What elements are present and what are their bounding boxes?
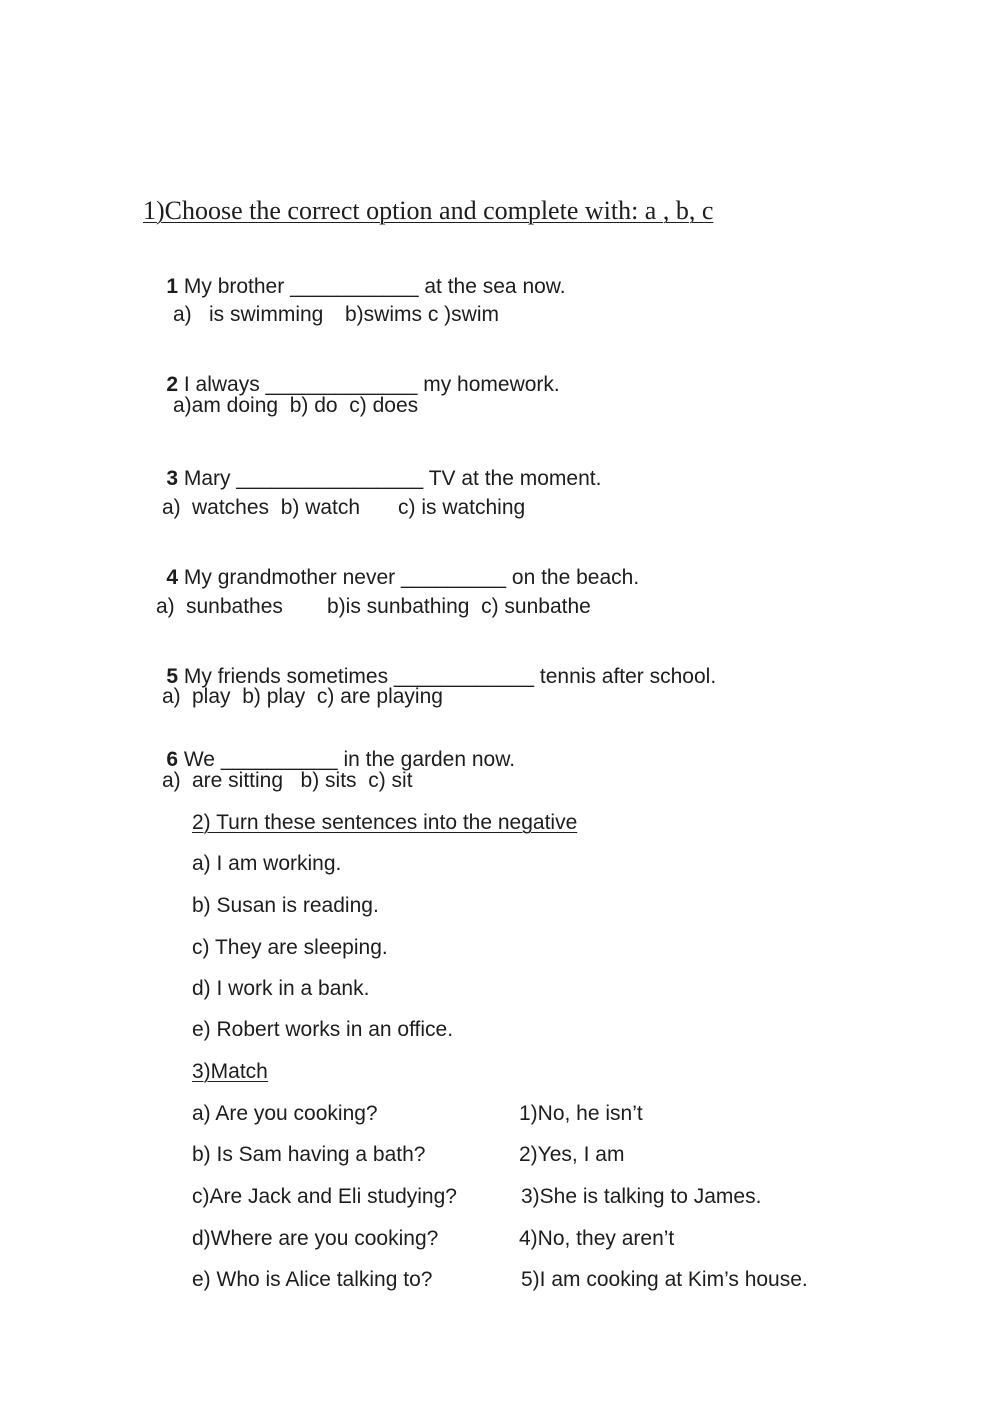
question-number: 2 [166, 373, 179, 396]
option-label: a) [162, 769, 181, 792]
match-answer: 1)No, he isn’t [519, 1102, 643, 1125]
question-number: 6 [166, 748, 179, 771]
question-number: 5 [166, 665, 179, 688]
negative-item: c) They are sleeping. [192, 936, 388, 959]
question-text: My grandmother never _________ on the beach. [178, 566, 640, 589]
negative-item: b) Susan is reading. [192, 894, 379, 917]
match-question: b) Is Sam having a bath? [192, 1143, 426, 1166]
match-answer: 3)She is talking to James. [521, 1185, 762, 1208]
question-text: We __________ in the garden now. [178, 748, 516, 771]
match-question: c)Are Jack and Eli studying? [192, 1185, 457, 1208]
option-label: a) [162, 496, 181, 519]
section1-title: 1)Choose the correct option and complete with: a , b, c [143, 196, 714, 225]
match-question: d)Where are you cooking? [192, 1227, 439, 1250]
question-text: My friends sometimes ____________ tennis after school. [178, 665, 717, 688]
match-question: e) Who is Alice talking to? [192, 1268, 433, 1291]
option-text: c) is watching [398, 496, 526, 519]
match-question: a) Are you cooking? [192, 1102, 378, 1125]
section3-title: 3)Match [192, 1060, 268, 1083]
option-label: a) [162, 685, 181, 708]
option-text: b)is sunbathing c) sunbathe [327, 595, 591, 618]
negative-item: d) I work in a bank. [192, 977, 370, 1000]
match-answer: 4)No, they aren’t [519, 1227, 675, 1250]
question-text: I always _____________ my homework. [178, 373, 560, 396]
option-text: sunbathes [186, 595, 283, 618]
option-text: watches b) watch [192, 496, 361, 519]
question-number: 4 [166, 566, 179, 589]
option-text: play b) play c) are playing [192, 685, 443, 708]
option-label: a) [156, 595, 175, 618]
option-label: a) [173, 303, 192, 326]
question-text: Mary ________________ TV at the moment. [178, 467, 602, 490]
option-text: b)swims c )swim [345, 303, 499, 326]
match-answer: 2)Yes, I am [519, 1143, 625, 1166]
option-text: a)am doing b) do c) does [173, 394, 419, 417]
option-text: is swimming [209, 303, 324, 326]
option-text: are sitting b) sits c) sit [192, 769, 413, 792]
question-number: 1 [166, 275, 179, 298]
negative-item: a) I am working. [192, 852, 342, 875]
negative-item: e) Robert works in an office. [192, 1018, 454, 1041]
match-answer: 5)I am cooking at Kim’s house. [521, 1268, 808, 1291]
section2-title: 2) Turn these sentences into the negative [192, 811, 578, 834]
question-number: 3 [166, 467, 179, 490]
question-text: My brother ___________ at the sea now. [178, 275, 566, 298]
